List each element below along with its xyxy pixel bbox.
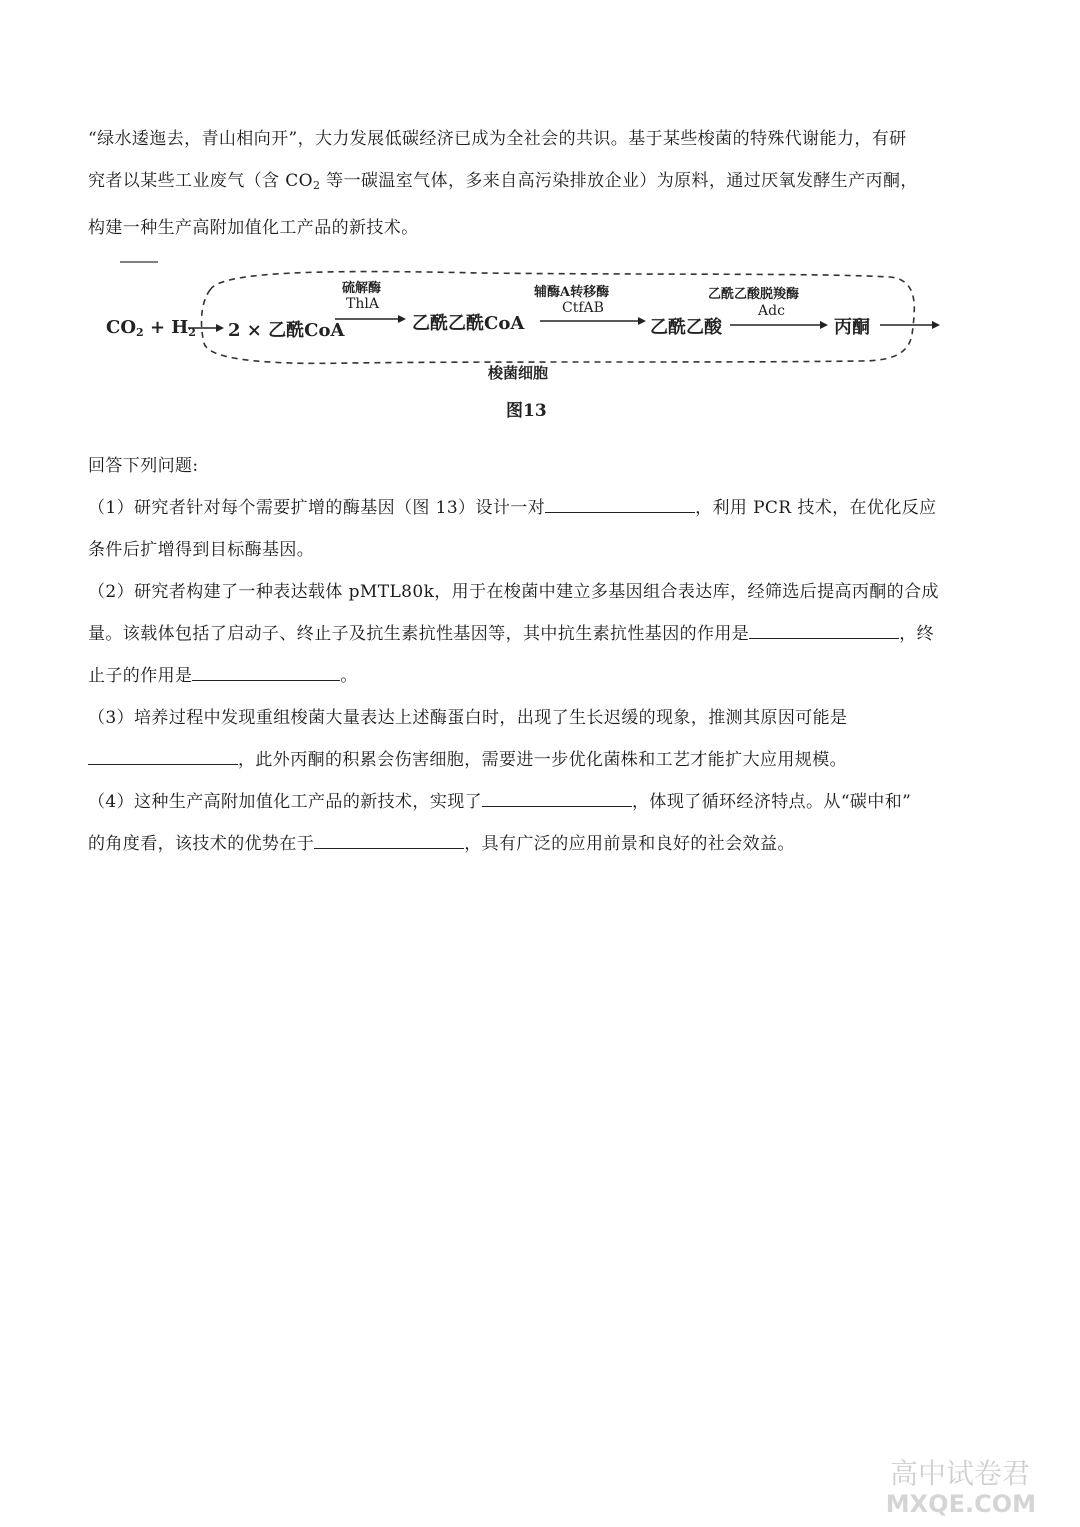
- q2-text-c: ，终: [899, 624, 935, 644]
- enzyme-1-name: 硫解酶: [342, 281, 382, 296]
- enzyme-1-abbr: ThlA: [346, 296, 379, 312]
- node-acetone: 丙酮: [834, 317, 870, 338]
- node-acetoacetyl-coa: 乙酰乙酰CoA: [412, 313, 525, 334]
- q1-text-a: （1）研究者针对每个需要扩增的酶基因（图 13）设计一对: [88, 498, 546, 518]
- cell-label: 梭菌细胞: [488, 364, 549, 382]
- arrow-input-head: [216, 324, 224, 332]
- q3-line-2: [88, 739, 993, 781]
- enzyme-3-name: 乙酰乙酸脱羧酶: [708, 287, 800, 302]
- q1-line-2: 条件后扩增得到目标酶基因。: [88, 540, 315, 560]
- q4-line-2: [88, 823, 993, 865]
- node-acetoacetate: 乙酰乙酸: [650, 317, 722, 338]
- q1-text-b: ，利用 PCR 技术，在优化反应: [695, 498, 937, 518]
- watermark-text: 高中试卷君: [889, 1457, 1030, 1490]
- questions-section: [88, 445, 993, 865]
- node-acetyl-coa: 2 × 乙酰CoA: [228, 320, 345, 341]
- q2-answer-blank-1[interactable]: [749, 618, 899, 639]
- intro-line-2: [88, 160, 993, 207]
- q4-text-a: （4）这种生产高附加值化工产品的新技术，实现了: [88, 792, 483, 812]
- enzyme-2-name: 辅酶A转移酶: [534, 285, 610, 300]
- arrow-adc-head: [820, 321, 828, 329]
- input-co: CO: [106, 317, 137, 338]
- watermark-site: MXQE.COM: [885, 1490, 1036, 1518]
- figure-caption: 图13: [506, 401, 547, 421]
- input-sub-2b: 2: [188, 326, 196, 339]
- input-sub-2a: 2: [136, 326, 144, 339]
- q4-line-1: [88, 781, 993, 823]
- q1-answer-blank[interactable]: [545, 492, 695, 513]
- q2-line-2: [88, 613, 993, 655]
- q4-answer-blank-1[interactable]: [482, 786, 632, 807]
- q4-text-b: ，体现了循环经济特点。从“碳中和”: [632, 792, 912, 812]
- q4-text-d: ，具有广泛的应用前景和良好的社会效益。: [464, 834, 795, 854]
- arrow-output-head: [932, 321, 940, 329]
- arrow-ctfab-head: [638, 317, 646, 325]
- q2-line-3: [88, 655, 993, 697]
- q3-answer-blank[interactable]: [88, 744, 238, 765]
- intro-line-2-part-b: 等一碳温室气体，多来自高污染排放企业）为原料，通过厌氧发酵生产丙酮，: [320, 171, 918, 191]
- q1-line-1: [88, 487, 993, 529]
- input-h: + H: [143, 317, 189, 338]
- q4-text-c: 的角度看，该技术的优势在于: [88, 834, 315, 854]
- watermark: [840, 1422, 1040, 1522]
- q2-text-d: 止子的作用是: [88, 666, 193, 686]
- q3-line-1: （3）培养过程中发现重组梭菌大量表达上述酶蛋白时，出现了生长迟缓的现象，推测其原因可能是: [88, 708, 848, 728]
- input-co2-h2: [106, 317, 196, 339]
- intro-line-1: “绿水逶迤去，青山相向开”，大力发展低碳经济已成为全社会的共识。基于某些梭菌的特殊代谢能力，有研: [88, 129, 907, 149]
- co2-subscript: 2: [312, 179, 321, 192]
- enzyme-2-abbr: CtfAB: [562, 300, 604, 316]
- q2-text-b: 量。该载体包括了启动子、终止子及抗生素抗性基因等，其中抗生素抗性基因的作用是: [88, 624, 750, 644]
- q2-answer-blank-2[interactable]: [192, 660, 340, 681]
- intro-line-2-part-a: 究者以某些工业废气（含 CO: [88, 171, 313, 191]
- enzyme-3-abbr: Adc: [758, 303, 785, 319]
- q3-text-b: ，此外丙酮的积累会伤害细胞，需要进一步优化菌株和工艺才能扩大应用规模。: [238, 750, 847, 770]
- q2-text-e: 。: [340, 666, 358, 686]
- intro-paragraph: [88, 118, 993, 249]
- pathway-figure: [100, 255, 960, 430]
- q4-answer-blank-2[interactable]: [314, 828, 464, 849]
- intro-line-3: 构建一种生产高附加值化工产品的新技术。: [88, 218, 419, 238]
- questions-intro: 回答下列问题:: [88, 456, 199, 476]
- arrow-thla-head: [398, 315, 406, 323]
- q2-line-1: （2）研究者构建了一种表达载体 pMTL80k，用于在梭菌中建立多基因组合表达库，经筛选后提高丙酮的合成: [88, 582, 939, 602]
